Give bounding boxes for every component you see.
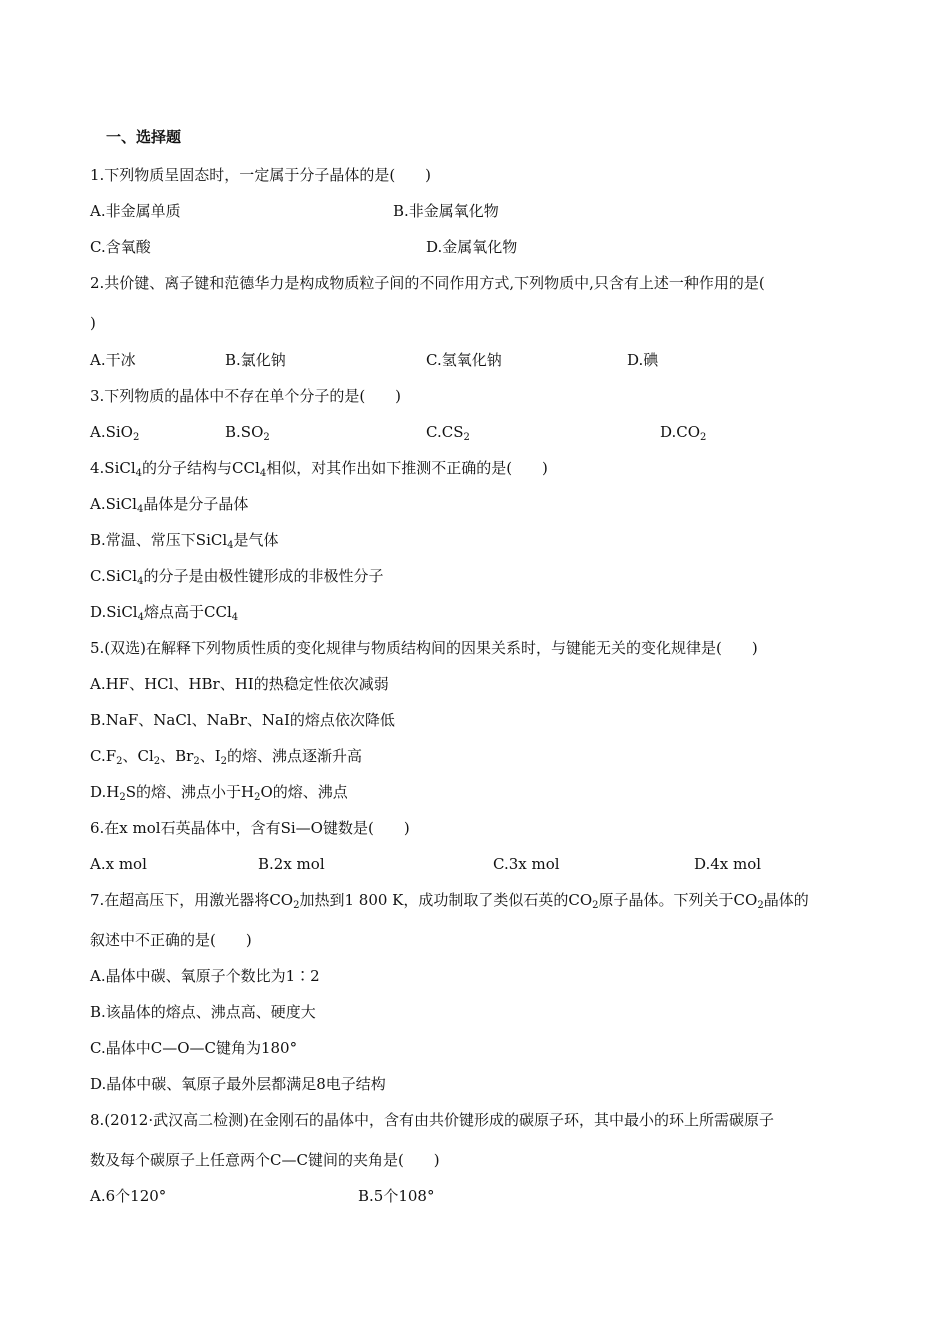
question-5-option-b: B.NaF、NaCl、NaBr、NaI的熔点依次降低: [90, 711, 395, 729]
question-2-option-a: A.干冰: [90, 351, 136, 369]
question-8-stem-continued: 数及每个碳原子上任意两个C—C键间的夹角是( ): [90, 1151, 440, 1169]
question-3-option-d: $D.CO_2$: [660, 423, 707, 443]
question-8-stem: 8.(2012·武汉高二检测)在金刚石的晶体中，含有由共价键形成的碳原子环，其中最小的环上所需碳原子: [90, 1111, 774, 1129]
question-4-option-b: B.常温、常压下SiCl$_4$是气体: [90, 531, 279, 551]
question-7-option-b: B.该晶体的熔点、沸点高、硬度大: [90, 1003, 316, 1021]
question-3-option-c: $C.CS_2$: [426, 423, 470, 443]
question-1-option-b: B.非金属氧化物: [393, 202, 499, 220]
question-3-option-a: A.SiO$_2$: [90, 423, 140, 443]
question-1-option-d: D.金属氧化物: [426, 238, 518, 256]
question-5-option-c: $C.F_2$、$Cl_2$、$Br_2$、$I_2$的熔、沸点逐渐升高: [90, 747, 363, 767]
question-1-stem: 1.下列物质呈固态时，一定属于分子晶体的是( ): [90, 166, 432, 184]
question-7-option-a: A.晶体中碳、氧原子个数比为1∶2: [90, 967, 320, 985]
question-5-option-a: A.HF、HCl、HBr、HI的热稳定性依次减弱: [90, 675, 389, 693]
question-8-option-b: B.5个108°: [358, 1187, 435, 1205]
question-6-option-d: D.4x mol: [694, 855, 762, 873]
question-6-option-a: A.x mol: [90, 855, 147, 873]
question-2-option-b: B.氯化钠: [225, 351, 286, 369]
question-8-option-a: A.6个120°: [90, 1187, 167, 1205]
question-7-option-c: C.晶体中C—O—C键角为180°: [90, 1039, 298, 1057]
question-3-stem: 3.下列物质的晶体中不存在单个分子的是( ): [90, 387, 402, 405]
question-6-stem: 6.在x mol石英晶体中，含有Si—O键数是( ): [90, 819, 410, 837]
question-4-option-a: A.SiCl$_4$晶体是分子晶体: [90, 495, 249, 515]
question-2-stem: 2.共价键、离子键和范德华力是构成物质粒子间的不同作用方式,下列物质中,只含有上述一种作用的是(: [90, 274, 765, 292]
question-2-stem-continued: ): [90, 314, 96, 332]
question-7-stem: 7.在超高压下，用激光器将$CO_2$加热到1 800 K，成功制取了类似石英的$CO_2$原子晶体。下列关于$CO_2$晶体的: [90, 891, 809, 911]
question-4-option-d: D.SiCl$_4$熔点高于CCl$_4$: [90, 603, 239, 623]
question-7-stem-continued: 叙述中不正确的是( ): [90, 931, 252, 949]
question-2-option-c: C.氢氧化钠: [426, 351, 502, 369]
question-6-option-b: B.2x mol: [258, 855, 325, 873]
section-title: 一、选择题: [106, 128, 182, 146]
question-6-option-c: C.3x mol: [493, 855, 560, 873]
question-3-option-b: $B.SO_2$: [225, 423, 270, 443]
question-5-stem: 5.(双选)在解释下列物质性质的变化规律与物质结构间的因果关系时，与键能无关的变化规律是( ): [90, 639, 758, 657]
question-1-option-a: A.非金属单质: [90, 202, 181, 220]
question-4-option-c: C.SiCl$_4$的分子是由极性键形成的非极性分子: [90, 567, 384, 587]
question-2-option-d: D.碘: [627, 351, 659, 369]
question-4-stem: 4.SiCl$_4$的分子结构与CCl$_4$相似，对其作出如下推测不正确的是( ): [90, 459, 548, 479]
question-7-option-d: D.晶体中碳、氧原子最外层都满足8电子结构: [90, 1075, 386, 1093]
question-5-option-d: $D.H_2S$的熔、沸点小于$H_2O$的熔、沸点: [90, 783, 348, 803]
question-1-option-c: C.含氧酸: [90, 238, 151, 256]
